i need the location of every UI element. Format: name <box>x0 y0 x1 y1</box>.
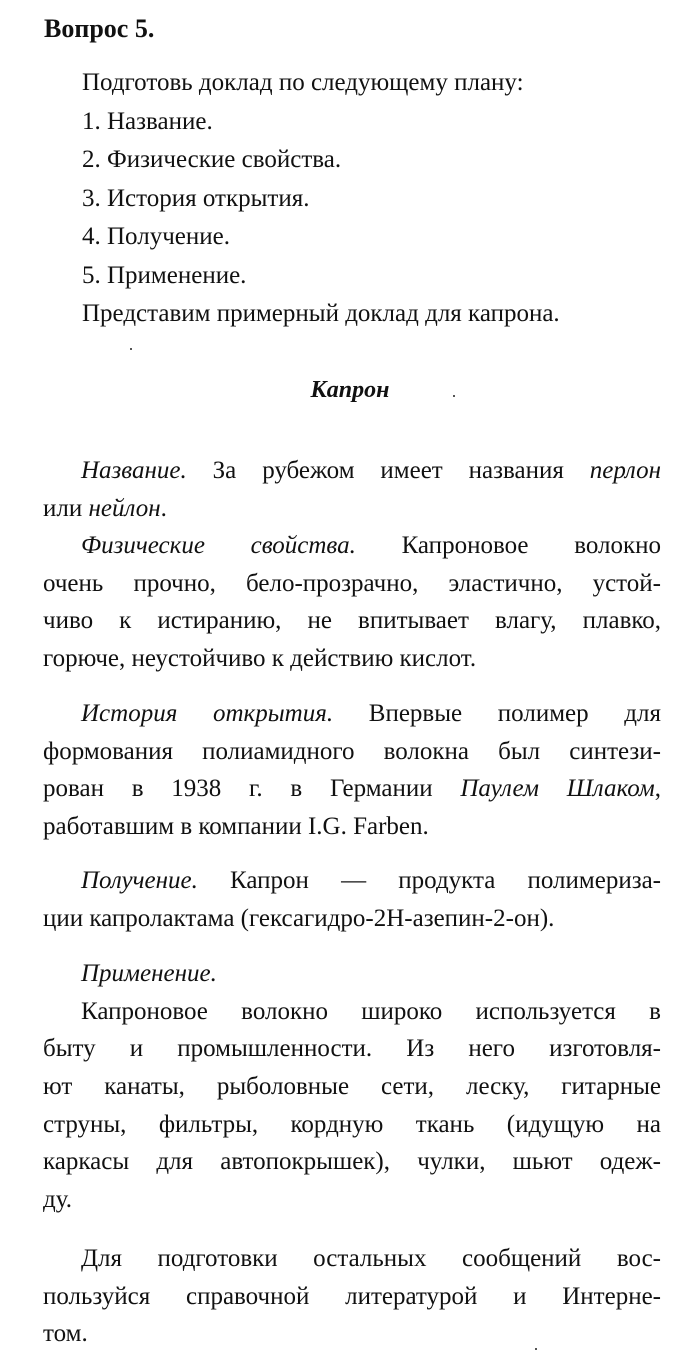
plan-item: 4. Получение. <box>82 223 230 250</box>
scan-speck <box>453 395 455 397</box>
plan-item: 5. Применение. <box>82 261 247 289</box>
plan-item: 2. Физические свойства. <box>82 146 342 173</box>
paragraph-history: История открытия. Впервые полимер для формования полиамидного волокна был синтези- рован в 1938 г. в Германии Паулем Шлаком, работавшим в компании I.G. Farben. <box>43 700 661 841</box>
section-label: Название. <box>81 457 187 484</box>
plan-item: 1. Название. <box>82 107 213 135</box>
report-plan <box>82 64 560 334</box>
paragraph-application: Применение. Капроновое волокно широко используется в быту и промышленности. Из него изготовля- ют канаты, рыболовные сети, леску, гитарные струны, фильтры, кордную ткань (идущую на каркасы для автопокрышек), чулки, шьют одеж- ду. <box>43 955 661 1219</box>
paragraph-production: Получение. Капрон — продукта полимериза- ции капролактама (гексагидро-2Н-азепин-2-он). <box>43 867 661 932</box>
paragraph-name: Название. За рубежом имеет названия перлон или нейлон. <box>43 457 661 522</box>
section-label: История открытия. <box>81 700 334 727</box>
scan-speck <box>130 348 132 350</box>
section-label: Получение. <box>81 867 198 894</box>
plan-intro: Подготовь доклад по следующему плану: <box>82 69 524 96</box>
report-heading: Капрон <box>310 377 390 403</box>
plan-item: 3. История открытия. <box>82 184 310 212</box>
question-title: Вопрос 5. <box>44 14 155 43</box>
scan-speck <box>535 1348 537 1350</box>
paragraph-closing: Для подготовки остальных сообщений вос- пользуйся справочной литературой и Интерне- том. <box>43 1245 661 1348</box>
paragraph-physical: Физические свойства. Капроновое волокно очень прочно, бело-прозрачно, эластично, устой- чиво к истиранию, не впитывает влагу, плавко, горюче, неустойчиво к действию кислот. <box>43 532 661 673</box>
plan-outro: Представим примерный доклад для капрона. <box>82 300 560 327</box>
section-label: Применение. <box>81 960 217 987</box>
section-label: Физические свойства. <box>81 532 356 559</box>
